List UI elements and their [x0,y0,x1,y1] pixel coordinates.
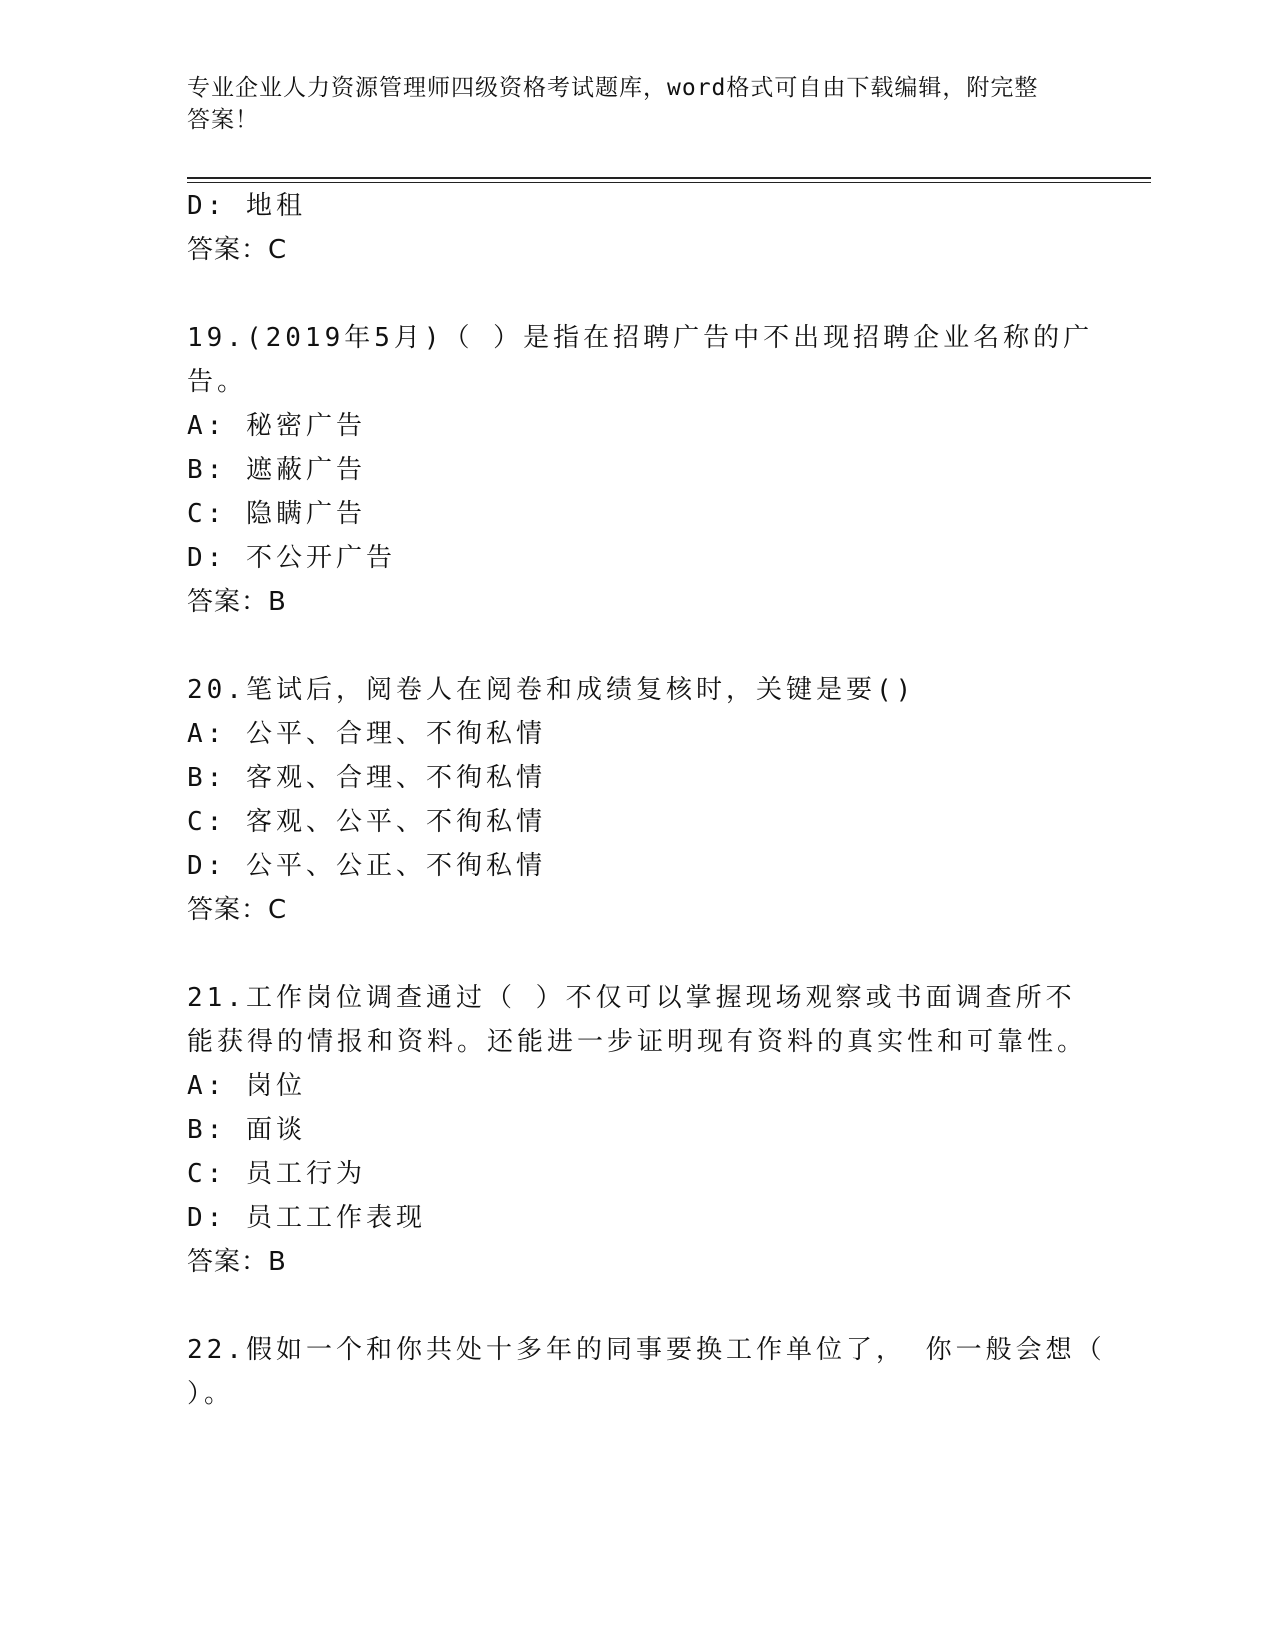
q21-option-d: D: 员工工作表现 [187,1203,426,1233]
q21-stem-line2: 能获得的情报和资料。还能进一步证明现有资料的真实性和可靠性。 [187,1027,1088,1057]
q21-option-a: A: 岗位 [187,1071,306,1101]
q19-stem-line2: 告。 [187,367,248,397]
header-line-2: 答案！ [187,107,259,133]
header-divider-thin [187,182,1151,183]
q21-option-c: C: 员工行为 [187,1159,366,1189]
header-line-1: 专业企业人力资源管理师四级资格考试题库，word格式可自由下载编辑，附完整 [187,75,1039,101]
prev-answer: 答案：C [187,235,288,265]
q21-option-b: B: 面谈 [187,1115,306,1145]
q19-option-a: A: 秘密广告 [187,411,366,441]
q19-option-b: B: 遮蔽广告 [187,455,366,485]
q20-answer: 答案：C [187,895,288,925]
q20-option-c: C: 客观、公平、不徇私情 [187,807,546,837]
q19-stem-line1: 19.(2019年5月)（ ）是指在招聘广告中不出现招聘企业名称的广 [187,323,1094,353]
q21-answer: 答案：B [187,1247,287,1277]
page-header [187,72,1067,136]
prev-option-d: D: 地租 [187,191,306,221]
q22-stem-line2: ）。 [187,1379,235,1409]
q19-answer: 答案：B [187,587,287,617]
q20-option-b: B: 客观、合理、不徇私情 [187,763,546,793]
q20-option-d: D: 公平、公正、不徇私情 [187,851,546,881]
header-divider [187,177,1151,179]
q19-option-d: D: 不公开广告 [187,543,396,573]
q19-option-c: C: 隐瞒广告 [187,499,366,529]
q20-stem-line1: 20.笔试后，阅卷人在阅卷和成绩复核时，关键是要() [187,675,916,705]
q20-option-a: A: 公平、合理、不徇私情 [187,719,546,749]
q21-stem-line1: 21.工作岗位调查通过（ ）不仅可以掌握现场观察或书面调查所不 [187,983,1076,1013]
q22-stem-line1: 22.假如一个和你共处十多年的同事要换工作单位了， 你一般会想（ [187,1335,1106,1365]
